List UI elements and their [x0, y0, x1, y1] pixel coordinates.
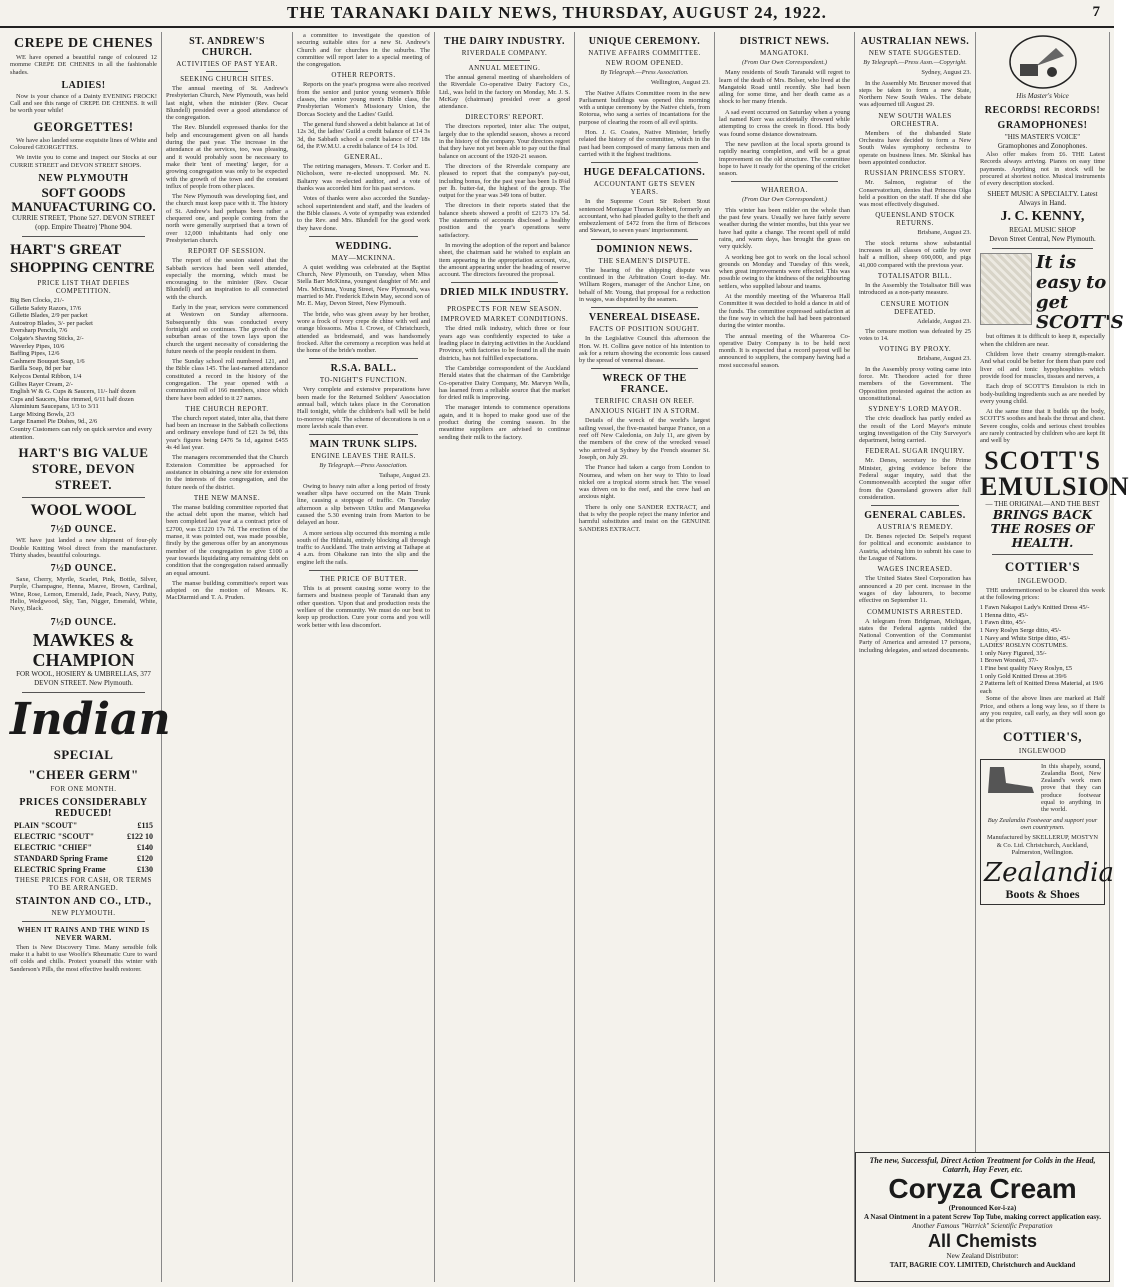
paragraph: The bride, who was given away by her brother, wore a frock of ivory crepe de chine with veil and orange blossoms. Miss I. Crowe, of Christchurch, attended as bridesmaid, and was handsomely frocked. After the ceremony a reception was held at the home of the bride's mother.: [297, 310, 430, 355]
column-3: [293, 32, 435, 1282]
list-item: Country Customers can rely on quick service and every attention.: [10, 426, 152, 441]
regal-shop: REGAL MUSIC SHOP: [1009, 226, 1076, 235]
paragraph: The civic deadlock has partly ended as the result of the Lord Mayor's minute urging investigation of the City Surveyor's department, being carried.: [859, 415, 971, 445]
list-item: Waverley Pipes, 10/6: [10, 342, 65, 350]
price-value: £120: [137, 853, 153, 863]
list-item: Colgate's Shaving Sticks, 2/-: [10, 334, 84, 342]
paragraph: but oftimes it is difficult to keep it, especially when the children are near.: [980, 333, 1105, 348]
article-subheading: THE PRICE OF BUTTER.: [320, 575, 407, 584]
paragraph: The manse building committee reported that the actual debt upon the manse, which had been completed last year at a contract price of £2700, was £1220 17s 7d. The erection of the manse, it was pointed out, was made possible, firstly by the generous offer by an anonymous member of the congregation to give £100 a year towards liquidating any remaining debt on condition that the congregation raised annually an equal amount.: [166, 503, 288, 577]
gramophone-icon: [1008, 34, 1078, 90]
article-subheading: ACCOUNTANT GETS SEVEN YEARS.: [593, 180, 696, 197]
price-name: PLAIN "SCOUT": [14, 820, 78, 830]
article-subheading: WAGES INCREASED.: [877, 565, 953, 574]
price-name: ELECTRIC "CHIEF": [14, 842, 93, 852]
article-subheading: MAY—MCKINNA.: [331, 253, 396, 262]
paragraph: Hon. J. G. Coates, Native Minister, briefly related the history of the committee, which in the past had been composed of many famous men and carried with it the highest traditions.: [579, 129, 710, 158]
paragraph: A quiet wedding was celebrated at the Baptist Church, New Plymouth, on Tuesday, when Miss Stella Barr McKinna, youngest daughter of Mr. and Mrs. McKinna, Young Street, New Plymouth, was married to Mr. Frederick Edwin May, second son of Mr. E. May, Devon Street, New Plymouth.: [297, 263, 430, 308]
dateline: Brisbane, August 23.: [917, 229, 971, 237]
list-item: 1 Navy and White Stripe ditto, 45/-: [980, 634, 1071, 642]
divider: [591, 239, 698, 240]
divider: [591, 162, 698, 163]
paragraph: The annual meeting of the Whareroa Co-operative Dairy Company is to be held next month. It is expected that a record payout will be announced to suppliers, the company having had a most successful season.: [719, 332, 850, 369]
hmv-caption: His Master's Voice: [1016, 92, 1069, 100]
price-name: ELECTRIC "SCOUT": [14, 831, 95, 841]
gramophones-heading: GRAMOPHONES!: [997, 120, 1088, 131]
paragraph: In the Assembly proxy voting came into force. Mr. Theodore acted for three members of the Government. The Opposition protested against the action as unconstitutional.: [859, 365, 971, 402]
paragraph: The new pavilion at the local sports ground is rapidly nearing completion, and will be a great improvement on the old structure. The committee hope to have it ready for the opening of the cricket season.: [719, 140, 850, 178]
divider: [22, 497, 145, 498]
divider: [22, 692, 145, 693]
article-subheading: SYDNEY'S LORD MAYOR.: [868, 405, 962, 414]
article-heading: ST. ANDREW'S CHURCH.: [189, 36, 265, 58]
divider: [309, 570, 418, 571]
zealandia-top: [984, 763, 1101, 817]
article-subheading: PROSPECTS FOR NEW SEASON.: [447, 305, 562, 314]
coryza-pronunciation: (Pronounced Kor-i-za): [948, 1204, 1017, 1212]
paragraph: In the Assembly the Totalisator Bill was introduced as a non-party measure.: [859, 281, 971, 297]
paragraph: Details of the wreck of the world's largest sailing vessel, the five-masted barque France, on a reef off New Caledonia, on July 11, are given by the members of the crew of the wrecked vessel who arrived at Sydney by the French steamer St. Joseph, on July 29.: [579, 417, 710, 461]
brings-back-tagline: BRINGS BACK THE ROSES OF HEALTH.: [990, 507, 1095, 550]
list-item: 1 Fawn Nakapoi Lady's Knitted Dress 45/-: [980, 604, 1090, 612]
paragraph: Mr. Denes, secretary to the Prime Minister, giving evidence before the Federal sugar inquiry, said that the Commonwealth accepted the sugar offer from the Queensland growers after full consideration.: [859, 457, 971, 501]
column-4-dairy: [435, 32, 575, 1282]
article-subheading: ANNUAL MEETING.: [468, 64, 541, 72]
children-illustration: [980, 253, 1032, 325]
list-item: Large Enamel Pie Dishes, 9d., 2/6: [10, 418, 98, 426]
list-item: 1 Henna ditto, 45/-: [980, 611, 1029, 619]
list-item: 2 Patterns left of Knitted Dress Material, at 19/6 each: [980, 680, 1104, 695]
list-item: Eversharp Pencils, 7/6: [10, 327, 68, 335]
byline: By Telegraph.—Press Association.: [600, 69, 689, 76]
crepe-heading: CREPE DE CHENES: [14, 36, 153, 51]
rain-heading: WHEN IT RAINS AND THE WIND IS NEVER WARM.: [17, 925, 150, 942]
article-heading: UNIQUE CEREMONY.: [588, 36, 701, 47]
article-subheading: DIRECTORS' REPORT.: [465, 113, 544, 122]
paragraph: In the Supreme Court Sir Robert Stout sentenced Montague Thomas Rebbett, formerly an accountant, who had pleaded guilty to the theft and embezzlement of £472 from the firm of Briscoes and Stewart, to seven years' imprisonment.: [579, 198, 710, 235]
article-subheading: THE CHURCH REPORT.: [185, 404, 269, 413]
article-subheading: GENERAL.: [344, 153, 383, 162]
kenny-heading: J. C. KENNY,: [1000, 209, 1085, 225]
article-heading: DISTRICT NEWS.: [739, 36, 830, 47]
article-subheading: COMMUNISTS ARRESTED.: [867, 607, 963, 616]
rain-text: Then is New Discovery Time. Many sensible folk make it a habit to use Woolfe's Rheumatic Cure to ward off colds and chills. Protect yourself this winter with Sanderson's Pills, the most effective health restorer.: [10, 943, 157, 973]
paragraph: The directors of the Riverdale company are pleased to report that the company's pay-out, including bonus, for the past year has been 1s 8¼d per lb. butter-fat, the highest of the group. The output for the year was 349 tons of butter.: [439, 162, 570, 200]
masthead: [0, 0, 1114, 28]
sheet-music-text: SHEET MUSIC A SPECIALTY. Latest Always in Hand.: [987, 190, 1098, 208]
special-heading: SPECIAL: [53, 746, 114, 762]
kenny-address: Devon Street Central, New Plymouth.: [989, 235, 1096, 244]
divider: [309, 434, 418, 435]
paragraph: In moving the adoption of the report and balance sheet, the chairman said he wished to explain an item appearing in the appropriation account, viz., the amount appearing under the heading of reserve account. The directors favoured the proposal.: [439, 241, 570, 279]
wool-colours: Saxe, Cherry, Myrtle, Scarlet, Pink, Bottle, Silver, Purple, Champagne, Henna, Mauve, Brown, Cardinal, Wine, Rose, Lemon, Emerald, Jade, Peach, Navy, Putty, Helio, Wedgwood, Sky, Tan, Nigger, Emerald, White, Navy, Black.: [10, 576, 157, 613]
wool-price-3: 7½D OUNCE.: [50, 616, 117, 628]
paragraph: Owing to heavy rain after a long period of frosty weather slips have occurred on the Main Trunk line, causing a stoppage of traffic. On Tuesday afternoon a slip between Utiku and Mangaweka caused the 5.30 evening train from Marton to be delayed an hour.: [297, 482, 430, 527]
article-heading: WRECK OF THE FRANCE.: [602, 373, 687, 396]
article-subheading: FACTS OF POSITION SOUGHT.: [589, 325, 700, 334]
all-chemists: All Chemists: [927, 1231, 1038, 1251]
article-heading: R.S.A. BALL.: [330, 363, 397, 375]
paragraph: Very complete and extensive preparations have been made for the Returned Soldiers' Association annual ball, which takes place in the Coronation Hall tonight, while the children's ball will be held to-morrow night. The scheme of decorations is on a more lavish scale than ever.: [297, 386, 430, 430]
article-heading: GENERAL CABLES.: [864, 510, 966, 522]
wool-heading: WOOL WOOL: [30, 502, 137, 520]
price-row: [14, 854, 153, 863]
article-subheading: QUEENSLAND STOCK RETURNS.: [875, 211, 955, 228]
article-heading: AUSTRALIAN NEWS.: [860, 36, 970, 47]
coryza-nasal: A Nasal Ointment in a patent Screw Top Tube, making correct application easy.: [864, 1213, 1101, 1221]
dateline: Taihape, August 23.: [378, 472, 430, 480]
paragraph: The annual general meeting of shareholders of the Riverdale Co-operative Dairy Factory Co., Ltd., was held in the factory on Monday, Mr. J. S. McKay (chairman) presided over a good attendance.: [439, 74, 570, 111]
price-row: [14, 821, 153, 830]
article-subheading: MANGATOKI.: [759, 49, 809, 57]
paragraph: The Cambridge correspondent of the Auckland Herald states that the chairman of the Cambridge Co-operative Dairy Company, Mr. Marvyn Wells, has learned from a reliable source that the market for dried milk is improving.: [439, 364, 570, 402]
paragraph: A sad event occurred on Saturday when a young lad named Kerr was accidentally drowned while attempting to cross the creek in flood. His body was found some distance downstream.: [719, 108, 850, 138]
article-heading: DOMINION NEWS.: [596, 243, 693, 255]
price-list-heading: PRICE LIST THAT DEFIES COMPETITION.: [37, 278, 130, 295]
paragraph: The dried milk industry, which three or four years ago was confidently expected to take a leading place in dairying activities in the Auckland Province, with factories to be found in all the main districts, has not fulfilled expectations.: [439, 325, 570, 362]
divider: [479, 301, 530, 302]
paragraph: The France had taken a cargo from London to Noumea, and when on her way to Thio to load nickel ore a tropical storm struck her. The vessel was driven on to the reef, and the crew had an anxious night.: [579, 464, 710, 501]
article-subheading: TERRIFIC CRASH ON REEF.: [594, 397, 695, 406]
paragraph: A working bee got to work on the local school grounds on Monday and Tuesday of this week, when great improvements were effected. This was possible owing to the kindness of the neighbouring settlers, who supplied labour and teams.: [719, 253, 850, 290]
dateline: Adelaide, August 23.: [917, 317, 971, 325]
paragraph: The managers recommended that the Church Extension Committee be approached for assistance in obtaining a new site for extension in the interests of the congregation, and the future needs of the district.: [166, 454, 288, 491]
paragraph: The stock returns show substantial increases in all classes of cattle by over half a million, sheep 690,000, and pigs 41,000 compared with the previous year.: [859, 239, 971, 269]
article-subheading: SEEKING CHURCH SITES.: [180, 75, 274, 83]
mawkes-heading: MAWKES & CHAMPION: [32, 629, 135, 670]
page-number: 7: [1092, 4, 1100, 20]
paragraph: At the monthly meeting of the Whareroa Hall Committee it was decided to hold a dance in aid of the funds. The committee expressed satisfaction at the fine way in which the hall had been patronised during the winter months.: [719, 293, 850, 330]
paragraph: Some of the above lines are marked at Half Price, and others a long way less, so if there is any you require, call early, as they will soon go at the prices.: [980, 695, 1105, 725]
byline: (From Our Own Correspondent.): [741, 196, 828, 204]
paragraph: Reports on the year's progress were also received from the senior and junior young women's Bible classes, the senior young men's Bible class, the Presbyterian Women's Missionary Union, the Dorcas Society and the Ladies' Guild.: [297, 81, 430, 118]
cottier-location: INGLEWOOD.: [1017, 576, 1068, 585]
list-item: 1 Fawn ditto, 45/-: [980, 619, 1026, 627]
paragraph: Many residents of South Taranaki will regret to learn of the death of Mrs. Bolser, who lived at the Mangatoki Road until recently. She had been ailing for some time, and her death came as a shock to her many friends.: [719, 69, 850, 106]
paragraph: Dr. Benes rejected Dr. Seipel's request for political and economic assistance to Austria, advising him to submit his case to the League of Nations.: [859, 533, 971, 563]
invite-text: We invite you to come and inspect our Stocks at our CURRIE STREET and DEVON STREET SHOPS.: [10, 154, 157, 169]
article-subheading: THE NEW MANSE.: [193, 493, 261, 502]
divider: [22, 921, 145, 922]
paragraph: There is only one SANDER EXTRACT, and that is why the people reject the many inferior and harmful substitutes and insist on the GENUINE SANDERS EXTRACT.: [579, 503, 710, 533]
paragraph: THE undermentioned to be cleared this week at the following prices:: [980, 586, 1105, 601]
prices-reduced: PRICES CONSIDERABLY REDUCED!: [19, 796, 148, 819]
article-subheading: FEDERAL SUGAR INQUIRY.: [865, 447, 965, 456]
columns: [6, 32, 1130, 1282]
scott-brand: SCOTT'S: [984, 445, 1101, 475]
cottier-list: [980, 604, 1105, 695]
divider: [591, 307, 698, 308]
byline: By Telegraph.—Press Association.: [319, 462, 408, 470]
article-heading: VENEREAL DISEASE.: [588, 312, 701, 324]
paragraph: Mr. Salmon, registrar of the Conservatorium, denies that Princess Olga held a position on the staff. If she did she was most effectively disguised.: [859, 179, 971, 209]
list-item: Barilla Soap, 8d per bar: [10, 365, 71, 373]
paragraph: At the same time that it builds up the body, SCOTT'S soothes and heals the throat and chest. Severe coughs, colds and serious chest troubles are rarely contracted by children who are kept fit and well by: [980, 408, 1105, 445]
list-item: Autostrop Blades, 3/- per packet: [10, 319, 93, 327]
cottier-location-2: INGLEWOOD: [1018, 746, 1067, 755]
divider: [591, 368, 698, 369]
list-item: Cups and Saucers, blue rimmed, 6/11 half dozen: [10, 395, 134, 403]
paragraph: The directors reported, inter alia: The output, largely due to the splendid season, shows a record in the history of the company. Your directors regret that they have not yet been able to pay out the final balance on account of the 1920-21 season.: [439, 123, 570, 160]
divider: [731, 181, 838, 182]
records-heading: RECORDS! RECORDS!: [984, 105, 1101, 116]
divider: [992, 554, 1093, 555]
paragraph: Children love their creamy strength-maker. And what could be better for them than pure cod liver oil and tonic hypophosphites which provide food for muscles, tissues and nerves, a: [980, 351, 1105, 380]
harts-heading: HART'S GREAT SHOPPING CENTRE: [10, 241, 155, 276]
paragraph: The New Plymouth was developing fast, and the church must keep pace with it. The history of St. Andrew's had perhaps been rather a chequered one, and people coming from the north were generally surprised that a town of over 12,000 inhabitants had only one Presbyterian church.: [166, 193, 288, 244]
hmv-logo: [980, 34, 1105, 90]
column-2-st-andrews: [162, 32, 293, 1282]
cottier-heading: COTTIER'S: [1004, 558, 1081, 574]
wool-text: WE have just landed a new shipment of four-ply Double Knitting Wool direct from the manufacturer. Thirty shades, beautiful colourings.: [10, 537, 157, 559]
paragraph: The directors in their reports stated that the balance sheets showed a profit of £2173 17s 5d. The statements of accounts disclosed a healthy position and the year's operations were satisfactory.: [439, 202, 570, 239]
article-subheading: IMPROVED MARKET CONDITIONS.: [440, 315, 569, 324]
zealandia-ad: [980, 759, 1114, 906]
divider: [871, 505, 959, 506]
paragraph: Members of the disbanded State Orchestra have decided to form a New South Wales symphony orchestra to operate on business lines. Mr. Skinkal has been appointed conductor.: [859, 129, 971, 166]
byline: (From Our Own Correspondent.): [741, 59, 828, 66]
price-value: £130: [137, 864, 153, 874]
paragraph: In this shapely, sound, Zealandia Boot, New Zealand's work men prove that they can produce footwear equal to anything in the world.: [1041, 762, 1101, 814]
paragraph: The Sunday school roll numbered 121, and the Bible class 145. The last-named attendance constituted a record in the history of the congregation. The year opened with a communion roll of 166 members, since which there have been added to it 27 names.: [166, 358, 288, 402]
article-heading: MAIN TRUNK SLIPS.: [309, 439, 418, 451]
column-5: [575, 32, 715, 1282]
price-value: £122 10: [127, 831, 153, 841]
article-heading: DRIED MILK INDUSTRY.: [440, 287, 569, 299]
coryza-ad: [855, 1152, 1110, 1282]
paragraph: Manufactured by SKELLERUP, MOSTYN & Co. Ltd. Christchurch, Auckland, Palmerston, Wellington.: [986, 834, 1099, 856]
article-subheading: CENSURE MOTION DEFEATED.: [880, 299, 950, 316]
indian-logo: Indian: [10, 693, 171, 745]
list-item: Cashmere Bouquet Soap, 1/6: [10, 357, 85, 365]
paragraph: The church report stated, inter alia, that there had been an increase in the Sabbath collections and ordinary envelope fund of £21 3s 9d, this year's figures being £476 5s 1d, against £455 4s 4d last year.: [166, 414, 288, 452]
stainton-address: NEW PLYMOUTH.: [51, 908, 116, 917]
wool-price: 7½D OUNCE.: [50, 524, 117, 536]
article-subheading: ENGINE LEAVES THE RAILS.: [311, 452, 416, 461]
dateline: Brisbane, August 23.: [917, 355, 971, 363]
coryza-intro: The new, Successful, Direct Action Treatment for Colds in the Head, Catarrh, Hay Fever, etc.: [869, 1156, 1096, 1174]
divider: [479, 60, 530, 61]
paragraph: Early in the year, services were commenced at Westown on Sunday afternoons. Subsequently this was conducted every fortnight and so continues. The growth of the suburban areas of the town lays upon the church the urgent necessity of considering the future needs of the people resident in them.: [166, 304, 288, 355]
price-row: [14, 832, 153, 841]
column-1-ads: [6, 32, 171, 1282]
list-item: Big Ben Clocks, 21/-: [10, 296, 64, 304]
paragraph: This is at present causing some worry to the farmers and business people of Taranaki than any other question. 'Upon that and production rests the welfare of the community. We must do our best to keep up production. Cure your corns and you will work better with less discomfort.: [297, 585, 430, 629]
article-heading: THE DAIRY INDUSTRY.: [443, 36, 566, 47]
soft-goods-heading: SOFT GOODS MANUFACTURING CO.: [11, 184, 156, 214]
divider: [309, 236, 418, 237]
paragraph: This winter has been milder on the whole than the past few years. Usually we have fairly severe weather during the winter months, but this year we have had quite a change. The recent spell of mild rains, and warm days, has brought the grass on very quickly.: [719, 206, 850, 251]
cottier-heading-2: COTTIER'S,: [1002, 728, 1083, 744]
divider: [309, 358, 418, 359]
article-subheading: ACTIVITIES OF PAST YEAR.: [176, 60, 278, 68]
price-value: £140: [137, 842, 153, 852]
crepe-text: WE have opened a beautiful range of coloured 12 momme CREPE DE CHENES in all the fashionable shades.: [10, 54, 157, 76]
georgettes-heading: GEORGETTES!: [33, 118, 134, 134]
paragraph: In the Legislative Council this afternoon the Hon. W. H. Collins gave notice of his intention to ask for a return showing the economic loss caused by the spread of venereal disease.: [579, 335, 710, 365]
article-subheading: WHAREROA.: [761, 186, 808, 195]
gramophone-text: Gramophones and Zonophones.: [997, 142, 1088, 150]
terms-text: THESE PRICES FOR CASH, OR TERMS TO BE ARRANGED.: [15, 875, 152, 892]
column-6-district: [715, 32, 855, 1282]
list-item: 1 only Navy Figured, 35/-: [980, 649, 1047, 657]
price-value: £115: [137, 820, 153, 830]
article-subheading: ANXIOUS NIGHT IN A STORM.: [589, 407, 700, 416]
article-subheading: THE SEAMEN'S DISPUTE.: [598, 256, 691, 265]
article-subheading: REPORT OF SESSION.: [188, 247, 266, 256]
paragraph: The manse building committee's report was adopted on the motion of Messrs. K. MacDiarmid and T. A. Pruden.: [166, 579, 288, 602]
list-item: 1 Navy Roslyn Serge ditto, 45/-: [980, 627, 1062, 635]
article-subheading: NEW ROOM OPENED.: [605, 59, 684, 67]
article-heading: WEDDING.: [335, 240, 392, 252]
list-item: Large Mixing Bowls, 2/3: [10, 410, 75, 418]
masthead-title: THE TARANAKI DAILY NEWS, THURSDAY, AUGUST 24, 1922.: [287, 3, 827, 22]
dateline: Wellington, August 23.: [650, 79, 710, 87]
paragraph: The general fund showed a debit balance at 1st of 12s 3d, the ladies' Guild a credit balance of £14 3s 3d, the Sabbath school a credit balance of £7 18s 6d, the P.W.M.U. a credit balance of £4 1s 10d.: [297, 120, 430, 150]
divider: [206, 71, 248, 72]
paragraph: The report of the session stated that the Sabbath services had been well attended, especially the morning, which must be encouraging to the minister (Rev. Oscar Blundell) and an inspiration to all connected with the church.: [166, 257, 288, 301]
zealandia-brand: Zealandia: [984, 858, 1114, 889]
coryza-brand: Coryza Cream: [888, 1173, 1077, 1204]
article-subheading: RUSSIAN PRINCESS STORY.: [864, 169, 966, 178]
price-name: ELECTRIC Spring Frame: [14, 864, 106, 874]
list-item: Baffing Pipes, 12/6: [10, 350, 60, 358]
article-subheading: NEW SOUTH WALES ORCHESTRA.: [878, 111, 952, 128]
paragraph: Each drop of SCOTT'S Emulsion is rich in body-building ingredients such as are needed by every young child.: [980, 383, 1105, 405]
article-subheading: RIVERDALE COMPANY.: [461, 49, 548, 57]
boot-icon: [984, 763, 1038, 797]
for-one-month: FOR ONE MONTH.: [50, 784, 117, 793]
byline: By Telegraph.—Press Assn.—Copyright.: [863, 59, 967, 66]
paragraph: The United States Steel Corporation has announced a 20 per cent. increase in the wages of day labourers, to become effective on September 11.: [859, 575, 971, 605]
column-8-ads: [976, 32, 1130, 1282]
paragraph: The censure motion was defeated by 25 votes to 14.: [859, 327, 971, 343]
list-item: 1 Fine best quality Navy Roslyn, £5: [980, 664, 1073, 672]
list-item: 1 Brown Worsted, 37/-: [980, 657, 1039, 665]
paragraph: The manager intends to commence operations again, and it is hoped to make good use of the product during the coming season. In the meantime suppliers are advised to continue sending their milk to the factory.: [439, 404, 570, 441]
price-list: [10, 297, 157, 441]
divider: [992, 248, 1093, 249]
list-item: Gillette Blades, 2/9 per packet: [10, 312, 88, 320]
tait-bagrie: TAIT, BAGRIE COY. LIMITED, Christchurch and Auckland: [889, 1261, 1076, 1269]
paragraph: The annual meeting of St. Andrew's Presbyterian Church, New Plymouth, was held last night, when the minister (Rev. Oscar Blundell) presided over a good attendance of the congregation.: [166, 85, 288, 122]
list-item: Aluminium Saucepans, 1/3 to 3/11: [10, 403, 99, 411]
list-item: Kelycos Dental Ribbon, 1/4: [10, 372, 82, 380]
list-item: LADIES' ROSLYN COSTUMES.: [980, 642, 1068, 650]
scott-top: [980, 252, 1124, 334]
paragraph: The Rev. Blundell expressed thanks for the help and encouragement given on all hands during the past year. The increase in the attendance at the services, too, was pleasing, and it would probably soon be necessary to make their 'tent of meeting' larger, for a growing congregation was only to be expected with the growth of the town and the constant influx of people from other places.: [166, 124, 288, 190]
paragraph: The Native Affairs Committee room in the new Parliament buildings was opened this morning with a unique ceremony by the Native chiefs, from Rotorua, who sang a series of incantations for the purpose of clearing the room of all evil spirits.: [579, 89, 710, 126]
paragraph: A telegram from Bridgman, Michigan, states the Federal agents raided the National Convention of the Communist Party of America and arrested 17 persons, including delegates, and seized documents.: [859, 617, 971, 654]
nz-distributor: New Zealand Distributor:: [946, 1252, 1019, 1260]
harts-store-heading: HART'S BIG VALUE STORE, DEVON STREET.: [18, 445, 149, 493]
article-subheading: VOTING BY PROXY.: [878, 345, 952, 354]
paragraph: A more serious slip occurred this morning a mile south of the Hihitahi, entirely blocking all through traffic to Auckland. The train arriving at Taihape at 4 a.m. from Ohakune ran into the slip and the engine left the rails.: [297, 529, 430, 566]
paragraph: Also offer makes from £6. THE Latest Records always arriving. Pianos on easy time payments. Anything not in stock will be procured at shortest notice. Musical instruments of every description stocked.: [980, 151, 1105, 188]
divider: [22, 236, 145, 237]
list-item: 1 only Gold Knitted Dress at 39/6: [980, 672, 1067, 680]
ladies-heading: LADIES!: [61, 79, 106, 91]
paragraph: Votes of thanks were also accorded the Sunday-school superintendent and staff, and the leaders of the Bible classes. A vote of sympathy was extended to the Rev. and Mrs. Blundell for the good work they have done.: [297, 195, 430, 232]
divider: [451, 282, 558, 283]
price-row: [14, 865, 153, 874]
paragraph: The retiring managers, Messrs. T. Corker and E. Nicholson, were re-elected unopposed. Mr. N. Baltarry was re-elected auditor, and a vote of thanks was accorded him for his past services.: [297, 163, 430, 193]
dateline: Sydney, August 23.: [921, 69, 971, 77]
paragraph: Buy Zealandia Footwear and support your own countrymen.: [987, 816, 1098, 831]
georgettes-text: We have also landed some exquisite lines of White and Coloured GEORGETTES.: [10, 136, 157, 152]
paragraph: a committee to investigate the question of securing suitable sites for a new St. Andrew's Church and for churches in the suburbs. The committee will report later to a special meeting of the congregation.: [297, 32, 430, 69]
article-subheading: TOTALISATOR BILL.: [877, 271, 953, 280]
column-7-australian: [855, 32, 976, 1282]
article-subheading: OTHER REPORTS.: [331, 71, 396, 80]
emulsion-brand: EMULSION: [980, 471, 1130, 501]
article-subheading: NEW STATE SUGGESTED.: [868, 49, 962, 57]
paragraph: In the Assembly Mr. Bruxner moved that steps be taken to form a new State, Northern New South Wales. The debate was adjourned till August 29.: [859, 79, 971, 109]
price-name: STANDARD Spring Frame: [14, 853, 108, 863]
wool-price-2: 7½D OUNCE.: [50, 563, 117, 575]
list-item: Gillette Safety Razors, 17/6: [10, 304, 81, 312]
original-tagline: — THE ORIGINAL—AND THE BEST: [985, 499, 1100, 508]
scott-headline: It is easy to get SCOTT'S: [1036, 252, 1124, 334]
ladies-text: Now is your chance of a Dainty EVENING FROCK! Call and see this range of CREPE DE CHENES. It will be worth your while!: [10, 92, 157, 115]
paragraph: The hearing of the shipping dispute was continued in the Arbitration Court to-day. Mr. William Rogers, manager of the Anchor Line, on behalf of Mr. Young, that proposal for a reduction in wages, was disputed by the seamen.: [579, 266, 710, 303]
boots-shoes: Boots & Shoes: [1005, 887, 1080, 902]
mawkes-address: FOR WOOL, HOSIERY & UMBRELLAS, 377 DEVON STREET. New Plymouth.: [16, 669, 151, 687]
article-heading: HUGE DEFALCATIONS.: [583, 167, 706, 179]
np-heading: NEW PLYMOUTH: [38, 172, 129, 184]
price-row: [14, 843, 153, 852]
list-item: English W & G. Cups & Saucers, 11/- half dozen: [10, 388, 136, 396]
soft-goods-address: CURRIE STREET, 'Phone 527. DEVON STREET (opp. Empire Theatre) 'Phone 904.: [12, 213, 155, 231]
hmv-text: "HIS MASTER'S VOICE": [1004, 133, 1081, 141]
cheer-germ-heading: "CHEER GERM": [28, 766, 139, 782]
coryza-warrick: Another Famous "Warrick" Scientific Preparation: [912, 1222, 1053, 1230]
list-item: Gillies Rayer Cream, 2/-: [10, 380, 73, 388]
article-subheading: TO-NIGHT'S FUNCTION.: [319, 376, 408, 385]
stainton-heading: STAINTON AND CO., LTD.,: [15, 895, 152, 907]
article-subheading: AUSTRIA'S REMEDY.: [876, 523, 954, 532]
article-subheading: NATIVE AFFAIRS COMMITTEE.: [588, 49, 701, 57]
